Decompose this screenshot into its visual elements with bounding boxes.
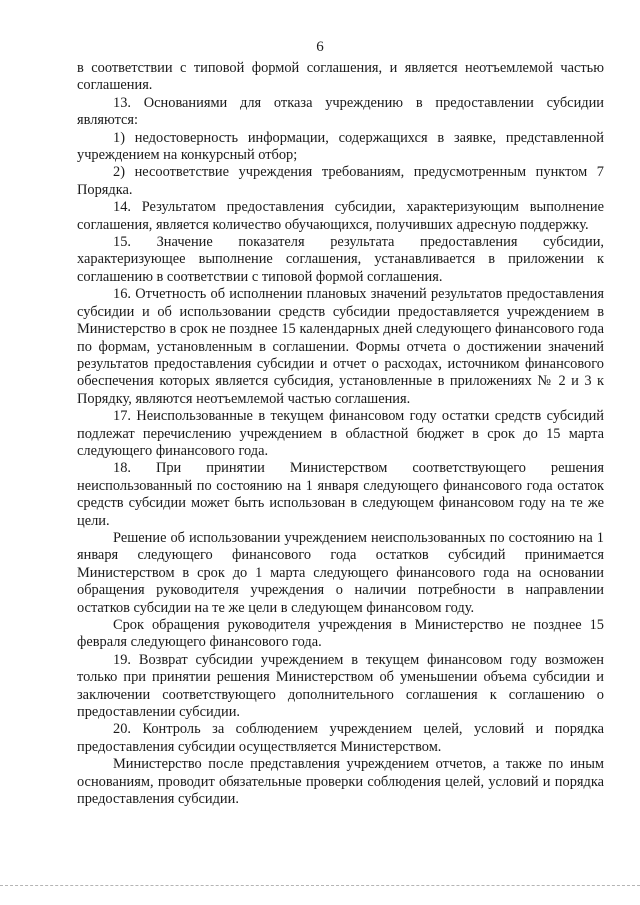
- paragraph-deadline: Срок обращения руководителя учреждения в Министерство не позднее 15 февраля следующего финансового года.: [77, 617, 604, 651]
- paragraph-item-20: 20. Контроль за соблюдением учреждением целей, условий и порядка предоставления субсидии осуществляется Министерством.: [77, 721, 604, 755]
- paragraph-subitem-1: 1) недостоверность информации, содержащихся в заявке, представленной учреждением на конкурсный отбор;: [77, 129, 604, 164]
- page-number: 6: [316, 39, 324, 55]
- paragraph-item-17: 17. Неиспользованные в текущем финансовом году остатки средств субсидий подлежат перечислению учреждением в областной бюджет в срок до 15 марта следующего финансового года.: [77, 408, 604, 459]
- document-body: [77, 60, 604, 808]
- paragraph-item-15: 15. Значение показателя результата предоставления субсидии, характеризующее выполнение соглашения, устанавливается в приложении к соглашению в соответствии с типовой формой соглашения.: [77, 234, 604, 285]
- paragraph-item-16: 16. Отчетность об исполнении плановых значений результатов предоставления субсидии и об использовании средств субсидии предоставляется учреждением в Министерство в срок не позднее 15 календарных дней следующего финансового года по формам, установленным в соглашении. Формы отчета о достижении значений результатов предоставления субсидии и отчет о расходах, источником финансового обеспечения которых является субсидия, установленные в приложениях № 2 и 3 к Порядку, являются неотъемлемой частью соглашения.: [77, 286, 604, 407]
- paragraph-decision: Решение об использовании учреждением неиспользованных по состоянию на 1 января следующего финансового года остатков субсидий принимается Министерством в срок до 1 марта следующего финансового года на основании обращения руководителя учреждения о наличии потребности в направлении остатков субсидии на те же цели в следующем финансовом году.: [77, 529, 604, 616]
- paragraph-inspections: Министерство после представления учреждением отчетов, а также по иным основаниям, проводит обязательные проверки соблюдения целей, условий и порядка предоставления субсидии.: [77, 756, 604, 808]
- page-bottom-divider: [0, 885, 640, 886]
- paragraph-continuation: в соответствии с типовой формой соглашения, и является неотъемлемой частью соглашения.: [77, 60, 604, 94]
- paragraph-item-19: 19. Возврат субсидии учреждением в текущем финансовом году возможен только при принятии решения Министерством об уменьшении объема субсидии и заключении соответствующего дополнительного соглашения к соглашению о предоставлении субсидии.: [77, 651, 604, 721]
- paragraph-subitem-2: 2) несоответствие учреждения требованиям, предусмотренным пунктом 7 Порядка.: [77, 164, 604, 198]
- paragraph-item-18: 18. При принятии Министерством соответствующего решения неиспользованный по состоянию на 1 января следующего финансового года остаток средств субсидии может быть использован в следующем финансовом году на те же цели.: [77, 460, 604, 529]
- paragraph-item-13: 13. Основаниями для отказа учреждению в предоставлении субсидии являются:: [77, 94, 604, 129]
- paragraph-item-14: 14. Результатом предоставления субсидии, характеризующим выполнение соглашения, является количество обучающихся, получивших адресную поддержку.: [77, 199, 604, 233]
